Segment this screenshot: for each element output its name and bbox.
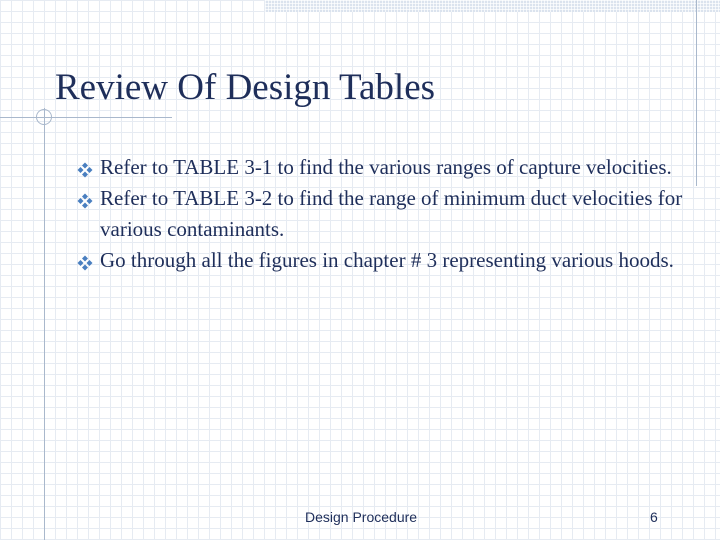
- bullet-item: [76, 152, 686, 183]
- title-underline-rule: [0, 117, 172, 118]
- four-diamond-bullet-icon: [77, 193, 93, 209]
- footer-text: Design Procedure: [305, 509, 418, 525]
- bullet-item: [76, 245, 686, 276]
- four-diamond-bullet-icon: [77, 162, 93, 178]
- header-decor-band: [265, 0, 720, 12]
- bullet-item: [76, 183, 686, 245]
- four-diamond-bullet-icon: [77, 255, 93, 271]
- bullet-text: Refer to TABLE 3-2 to find the range of minimum duct velocities for various contaminants.: [100, 186, 683, 241]
- slide-title: Review Of Design Tables: [55, 67, 436, 108]
- page-number: 6: [650, 509, 658, 525]
- bullet-text: Go through all the figures in chapter # 3 representing various hoods.: [100, 248, 674, 272]
- decor-vertical-line-left: [44, 108, 45, 540]
- bullet-text: Refer to TABLE 3-1 to find the various ranges of capture velocities.: [100, 155, 672, 179]
- decor-ring: [36, 109, 52, 125]
- decor-vertical-line-right: [696, 0, 697, 186]
- bullet-list: [76, 152, 686, 276]
